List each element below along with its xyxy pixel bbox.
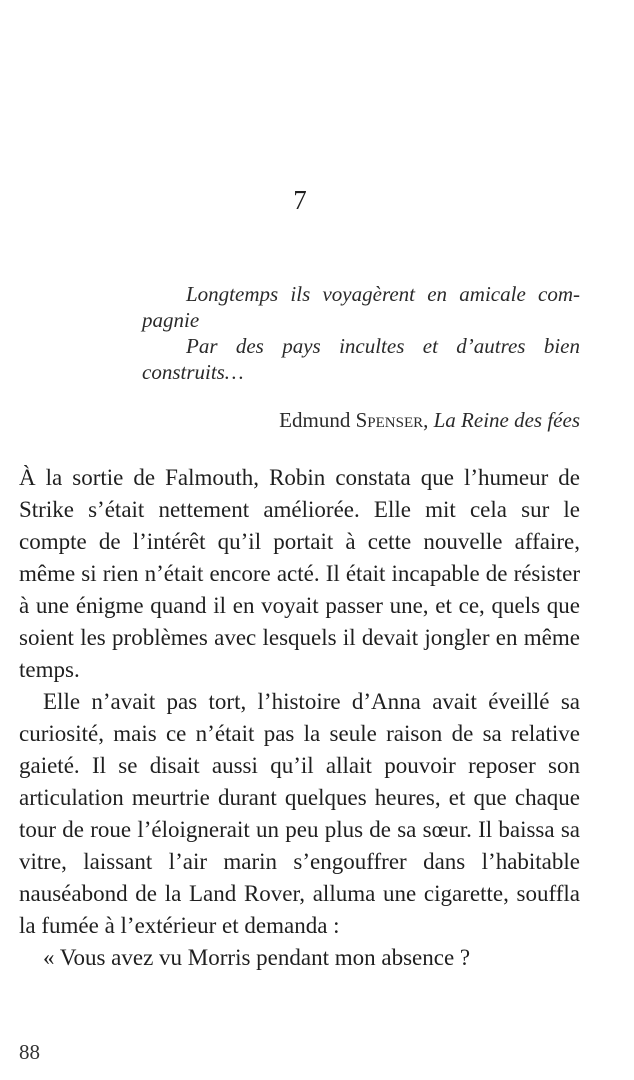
paragraph-2: Elle n’avait pas tort, l’histoire d’Anna avait éveillé sa curiosité, mais ce n’était pas la seule raison de sa relative gaieté. Il se disait aussi qu’il allait pouvoir reposer son articulation meurtrie durant quelques heures, et que chaque tour de roue l’éloignerait un peu plus de sa sœur. Il baissa sa vitre, laissant l’air marin s’engouffrer dans l’habitable nauséabond de la Land Rover, alluma une cigarette, souffla la fumée à l’extérieur et demanda : [19, 689, 580, 938]
work-title: La Reine des fées [433, 408, 580, 432]
page-number: 88 [19, 1040, 40, 1064]
epigraph [142, 281, 580, 385]
author-first-name: Edmund [279, 408, 356, 432]
paragraph-3: « Vous avez vu Morris pendant mon absence ? [43, 945, 471, 970]
author-surname: Spenser [355, 408, 424, 432]
epigraph-line-2: Par des pays incultes et d’autres bien construits… [142, 334, 580, 384]
paragraph-1: À la sortie de Falmouth, Robin constata que l’humeur de Strike s’était nettement améliorée. Elle mit cela sur le compte de l’intérêt qu’il portait à cette nouvelle affaire, même si rien n’était encore acté. Il était incapable de résister à une énigme quand il en voyait passer une, et ce, quels que soient les problèmes avec lesquels il devait jongler en même temps. [19, 465, 580, 682]
epigraph-attribution [142, 405, 580, 435]
body-text [19, 462, 580, 974]
attribution-separator: , [423, 408, 434, 432]
chapter-number: 7 [293, 185, 307, 215]
epigraph-line-1: Longtemps ils voyagèrent en amicale compagnie [142, 282, 580, 332]
